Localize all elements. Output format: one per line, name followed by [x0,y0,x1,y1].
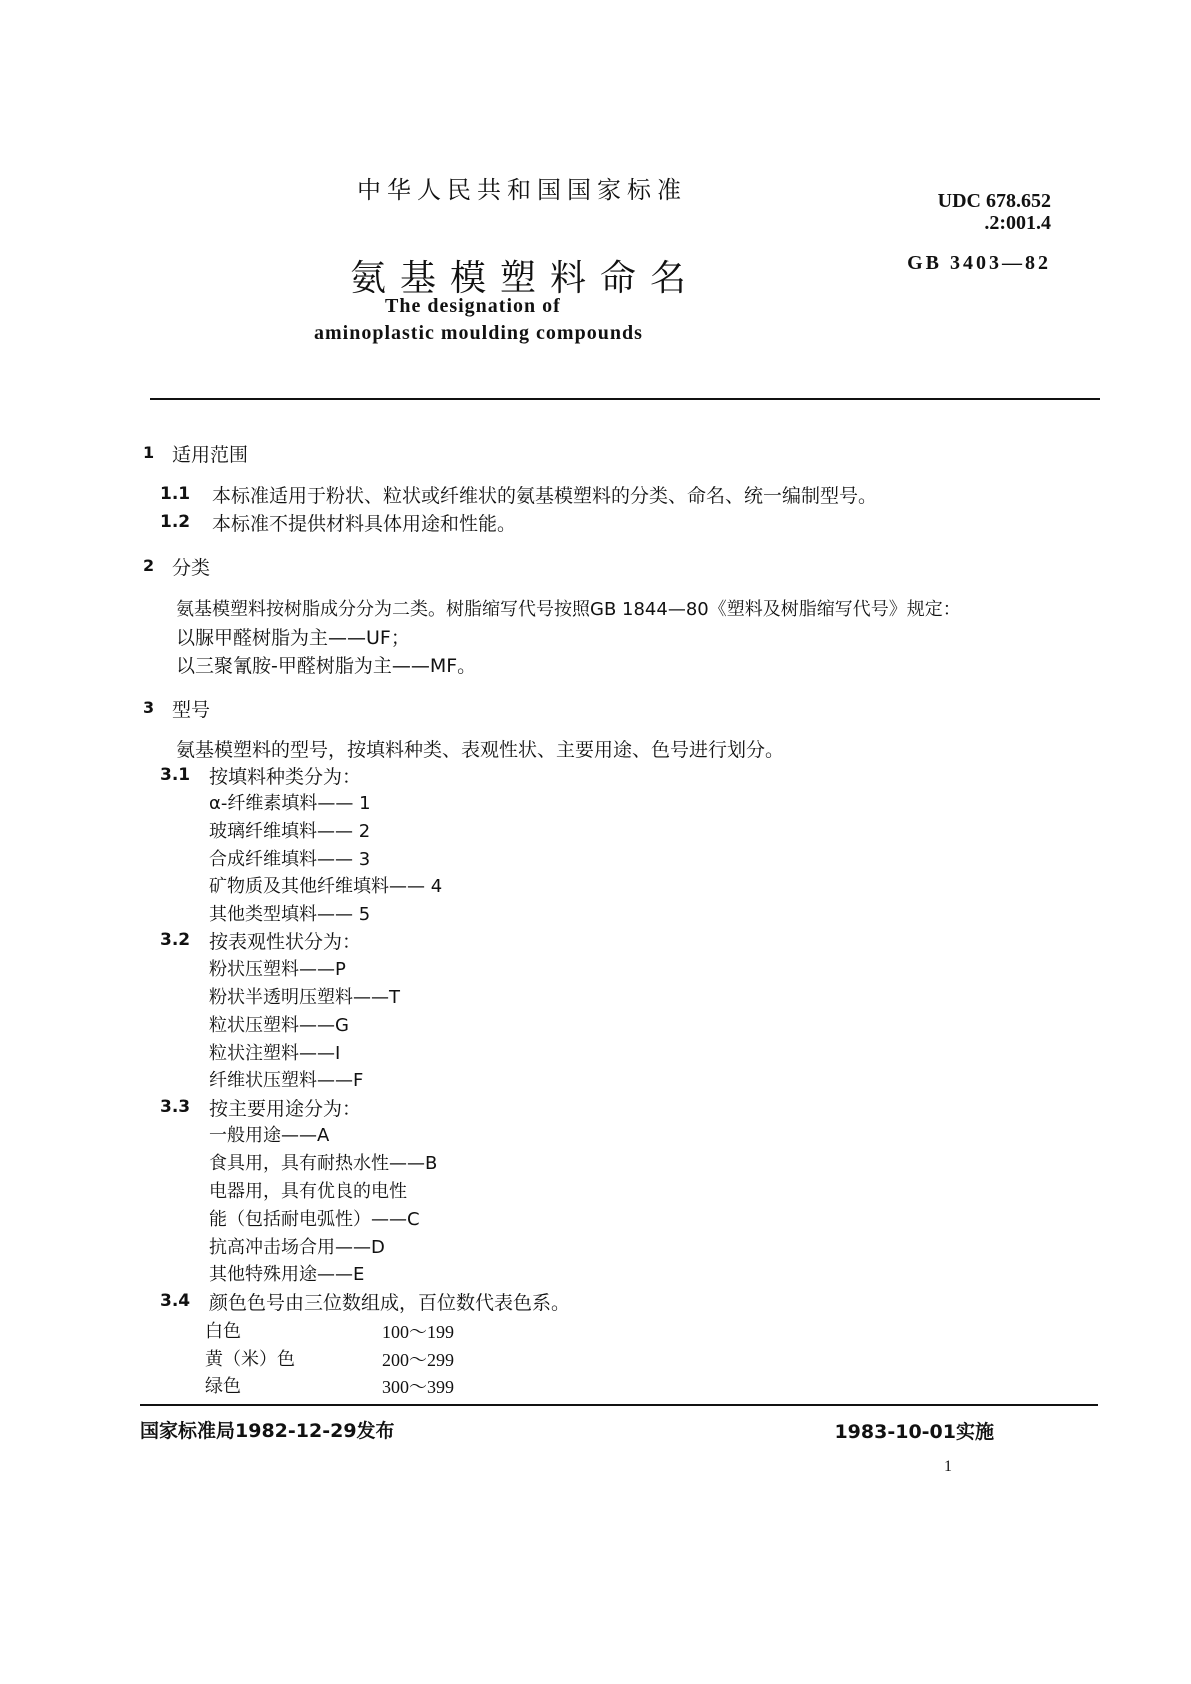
gb-standard-number: GB 3403—82 [907,252,1051,274]
udc-code-line2: .2:001.4 [984,212,1051,234]
color-name: 绿色 [205,1376,241,1397]
header-divider [150,398,1100,400]
section-number: 3 [143,698,155,717]
list-item: 粒状注塑料——I [209,1043,341,1064]
clause-number: 1.2 [160,512,191,532]
list-item: 抗高冲击场合用——D [209,1237,385,1258]
list-item: 食具用，具有耐热水性——B [209,1153,438,1174]
color-name: 黄（米）色 [205,1349,295,1370]
clause-number: 1.1 [160,484,191,504]
list-item: 粒状压塑料——G [209,1015,349,1036]
section-title: 型号 [172,699,211,721]
list-item: 粉状半透明压塑料——T [209,987,400,1008]
document-title-en-line1: The designation of [385,295,561,317]
list-item: 矿物质及其他纤维填料—— 4 [209,876,443,897]
paragraph: 氨基模塑料按树脂成分分为二类。树脂缩写代号按照GB 1844—80《塑料及树脂缩写代号》规定： [176,599,961,620]
section-title: 适用范围 [172,444,249,466]
clause-title: 按填料种类分为： [209,766,362,788]
color-range: 100～199 [382,1322,454,1342]
color-name: 白色 [205,1321,241,1342]
section-number: 1 [143,443,155,462]
section-number: 2 [143,556,155,575]
paragraph: 氨基模塑料的型号，按填料种类、表观性状、主要用途、色号进行划分。 [176,739,785,761]
list-item: 能（包括耐电弧性）——C [209,1209,420,1230]
list-item: 其他类型填料—— 5 [209,904,371,925]
list-item: 粉状压塑料——P [209,959,346,980]
clause-number: 3.1 [160,765,191,785]
list-item: 其他特殊用途——E [209,1264,365,1285]
clause-number: 3.2 [160,930,191,950]
clause-text: 本标准不提供材料具体用途和性能。 [212,513,517,535]
clause-title: 颜色色号由三位数组成，百位数代表色系。 [209,1292,571,1314]
color-range: 300～399 [382,1377,454,1397]
list-item: 纤维状压塑料——F [209,1070,364,1091]
issue-date: 国家标准局1982-12-29发布 [140,1420,395,1442]
document-title-cn: 氨基模塑料命名 [350,258,701,299]
paragraph: 以脲甲醛树脂为主——UF； [176,627,410,649]
section-title: 分类 [172,557,211,579]
clause-title: 按主要用途分为： [209,1098,362,1120]
effective-date: 1983-10-01实施 [834,1421,994,1443]
clause-number: 3.3 [160,1097,191,1117]
document-title-en-line2: aminoplastic moulding compounds [314,322,643,344]
national-standard-heading: 中华人民共和国国家标准 [357,176,687,204]
udc-code-line1: UDC 678.652 [937,190,1051,212]
paragraph: 以三聚氰胺-甲醛树脂为主——MF。 [176,655,477,677]
clause-text: 本标准适用于粉状、粒状或纤维状的氨基模塑料的分类、命名、统一编制型号。 [212,485,878,507]
clause-title: 按表观性状分为： [209,931,362,953]
list-item: 玻璃纤维填料—— 2 [209,821,371,842]
list-item: 合成纤维填料—— 3 [209,849,371,870]
list-item: 一般用途——A [209,1125,330,1146]
footer-divider [140,1404,1098,1406]
color-range: 200～299 [382,1350,454,1370]
list-item: α-纤维素填料—— 1 [209,793,371,814]
page-number: 1 [944,1458,952,1475]
clause-number: 3.4 [160,1291,191,1311]
list-item: 电器用，具有优良的电性 [209,1181,407,1202]
